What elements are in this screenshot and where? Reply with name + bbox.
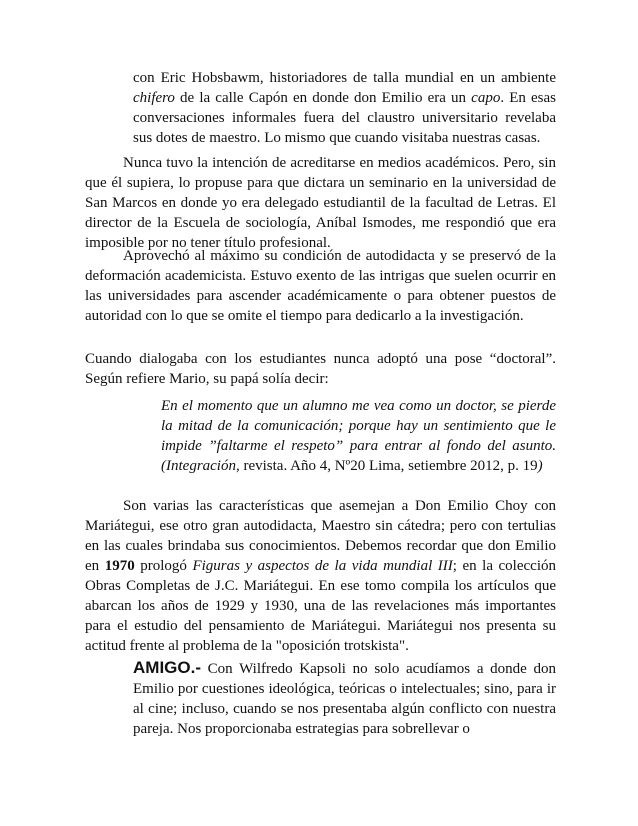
paragraph-academicos: Nunca tuvo la intención de acreditarse en medios académicos. Pero, sin que él supiera, lo propuse para que dictara un seminario en la universidad de San Marcos en donde yo era delegado estudiantil de la facultad de Letras. El director de la Escuela de sociología, Aníbal Ismodes, me respondió que era imposible por no tener título profesional. (85, 155, 556, 251)
text-span: Son varias las características que asemejan a Don Emilio Choy con Mariátegui, ese otro gran autodidacta, Maestro sin cátedra; pero con tertulias en las cuales brindaba sus conocimientos. Debemos recordar que don Emilio en (85, 498, 556, 574)
italic-word-capo: capo (471, 90, 501, 106)
text-span: ; en la colección Obras Completas de J.C. Mariátegui. En ese tomo compila los artículos que abarcan los años de 1929 y 1930, una de las revelaciones más importantes para el estudio del pensamiento de Mariátegui. Mariátegui nos presenta su actitud frente al problema de la "oposición trotskista". (85, 558, 556, 654)
text-span: Con Wilfredo Kapsoli no solo acudíamos a donde don Emilio por cuestiones ideológica, teóricas o intelectuales; sino, para ir al cine; incluso, cuando se nos presentaba algún conflicto con nuestra pareja. Nos proporcionaba estrategias para sobrellevar o (133, 661, 556, 737)
paragraph-autodidacta: Aprovechó al máximo su condición de autodidacta y se preservó de la deformación academicista. Estuvo exento de las intrigas que suelen ocurrir en las universidades para ascender académicamente o para obtener puestos de autoridad con lo que se omite el tiempo para dedicarlo a la investigación. (85, 248, 556, 324)
quote-text: En el momento que un alumno me vea como un doctor, se pierde la mitad de la comunicación; porque hay un sentimiento que le impide ”faltarme el respeto” para entrar al fondo del asunto.(Integración, (161, 398, 556, 474)
text-span: con Eric Hobsbawm, historiadores de talla mundial en un ambiente (133, 70, 556, 86)
bold-year: 1970 (104, 558, 135, 574)
paragraph-dialogaba: Cuando dialogaba con los estudiantes nunca adoptó una pose “doctoral”. Según refiere Mario, su papá solía decir: (85, 351, 556, 387)
text-span: prologó (134, 558, 193, 574)
text-span: . En esas conversaciones informales fuera del claustro universitario revelaba sus dotes de maestro. Lo mismo que cuando visitaba nuestras casas. (133, 90, 556, 146)
quote-close: ) (537, 458, 543, 474)
italic-word-chifero: chifero (133, 90, 175, 106)
paragraph-mariategui (85, 496, 556, 656)
book-title: Figuras y aspectos de la vida mundial III (192, 558, 453, 574)
text-span: de la calle Capón en donde don Emilio era un (174, 90, 472, 106)
section-heading: AMIGO.- (133, 658, 201, 677)
paragraph-hobsbawm (133, 68, 556, 148)
paragraph-amigo (133, 658, 556, 739)
block-quote (161, 396, 556, 476)
quote-source: revista. Año 4, Nº20 Lima, setiembre 2012, p. 19 (239, 458, 538, 474)
